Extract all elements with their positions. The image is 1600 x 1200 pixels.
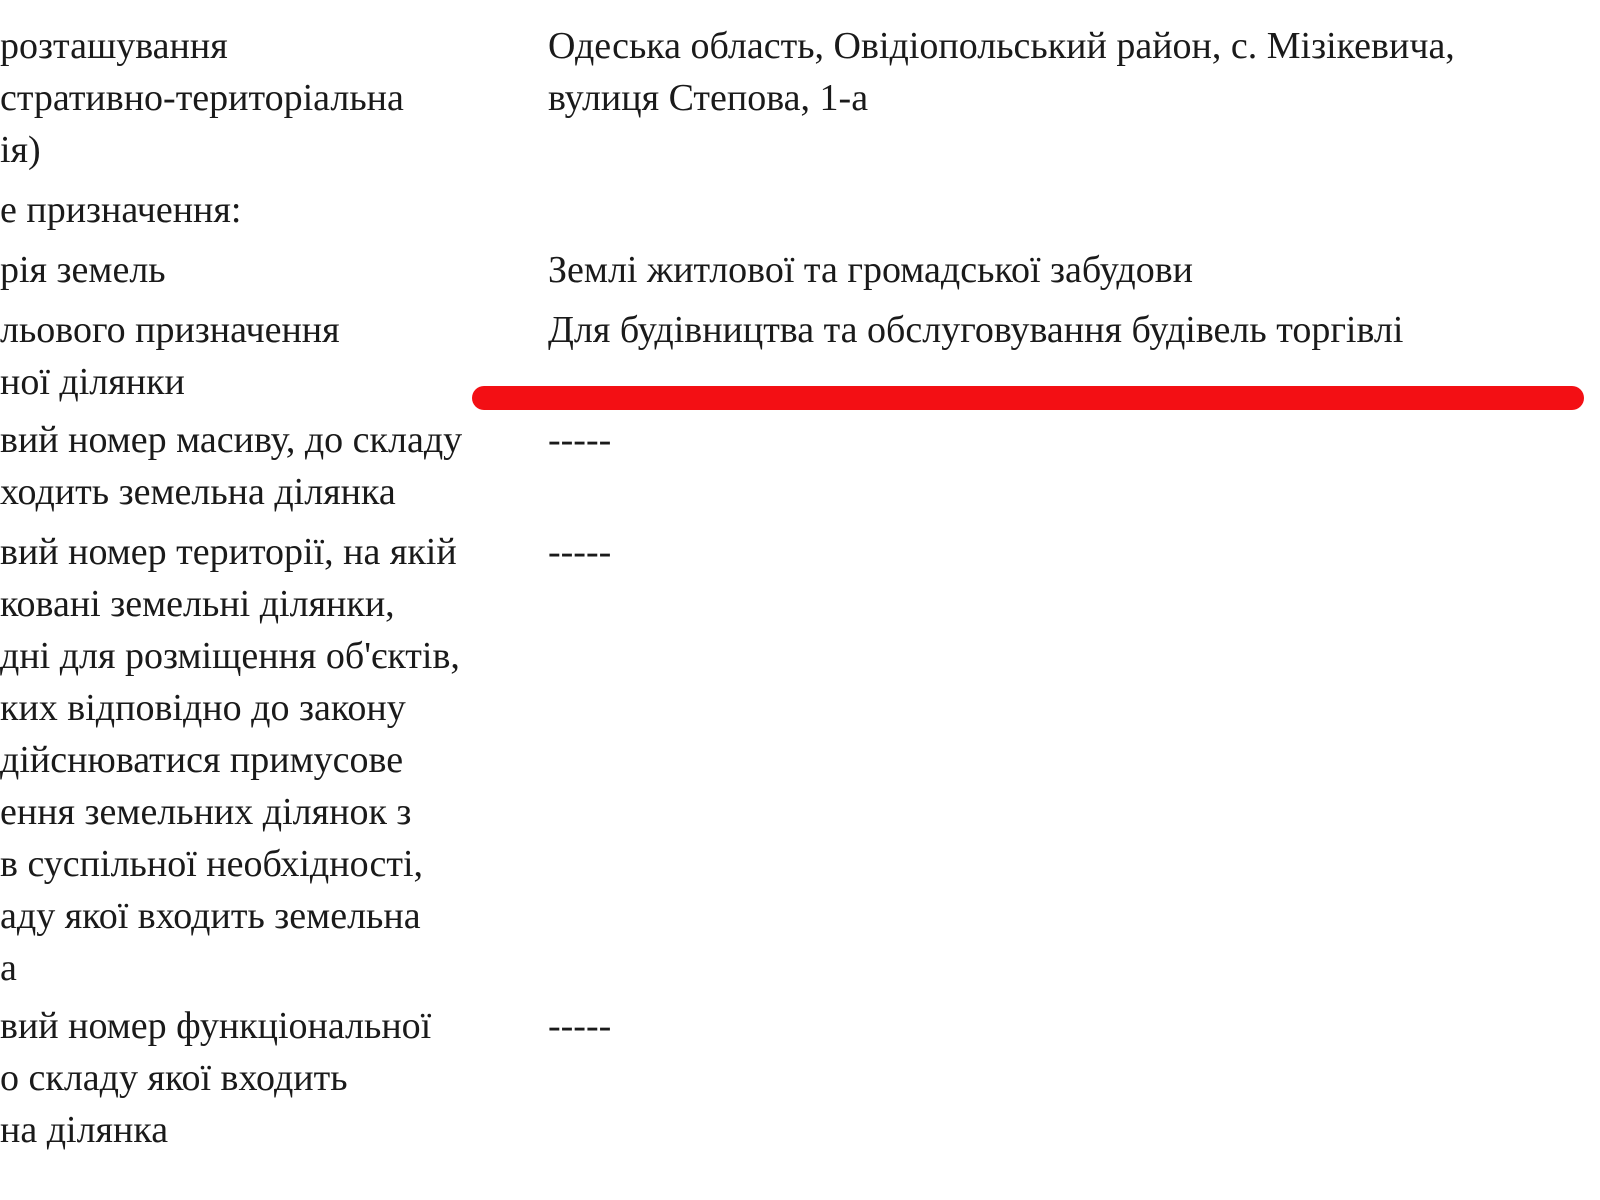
functional-zone-label-line-1: вий номер функціональної: [0, 1005, 432, 1047]
territory-number-value: -----: [548, 531, 612, 573]
purpose-heading: е призначення:: [0, 189, 242, 231]
functional-zone-label-line-3: на ділянка: [0, 1109, 169, 1151]
territory-number-label-line-1: вий номер території, на якій: [0, 531, 457, 573]
array-number-label-line-2: ходить земельна ділянка: [0, 471, 396, 513]
functional-zone-label-line-2: о складу якої входить: [0, 1057, 348, 1099]
territory-number-label-line-6: ення земельних ділянок з: [0, 791, 412, 833]
intended-use-label-line-2: ної ділянки: [0, 361, 185, 403]
location-label-line-2: стративно-територіальна: [0, 77, 404, 119]
land-category-label: рія земель: [0, 249, 166, 291]
red-underline-highlight: [472, 386, 1584, 410]
previous-row-fragment: [0, 0, 1600, 4]
territory-number-label-line-7: в суспільної необхідності,: [0, 843, 424, 885]
territory-number-label-line-2: ковані земельні ділянки,: [0, 583, 395, 625]
functional-zone-value: -----: [548, 1005, 612, 1047]
array-number-value: -----: [548, 419, 612, 461]
intended-use-value: Для будівництва та обслуговування будівель торгівлі: [548, 309, 1404, 351]
location-value-line-1: Одеська область, Овідіопольський район, с. Мізікевича,: [548, 25, 1455, 67]
territory-number-label-line-9: а: [0, 947, 17, 989]
territory-number-label-line-8: аду якої входить земельна: [0, 895, 421, 937]
territory-number-label-line-3: дні для розміщення об'єктів,: [0, 635, 460, 677]
location-value-line-2: вулиця Степова, 1-а: [548, 77, 869, 119]
territory-number-label-line-5: дійснюватися примусове: [0, 739, 404, 781]
location-label-line-3: ія): [0, 129, 41, 171]
intended-use-label-line-1: льового призначення: [0, 309, 340, 351]
location-label-line-1: розташування: [0, 25, 228, 67]
land-category-value: Землі житлової та громадської забудови: [548, 249, 1193, 291]
territory-number-label-line-4: ких відповідно до закону: [0, 687, 406, 729]
array-number-label-line-1: вий номер масиву, до складу: [0, 419, 463, 461]
